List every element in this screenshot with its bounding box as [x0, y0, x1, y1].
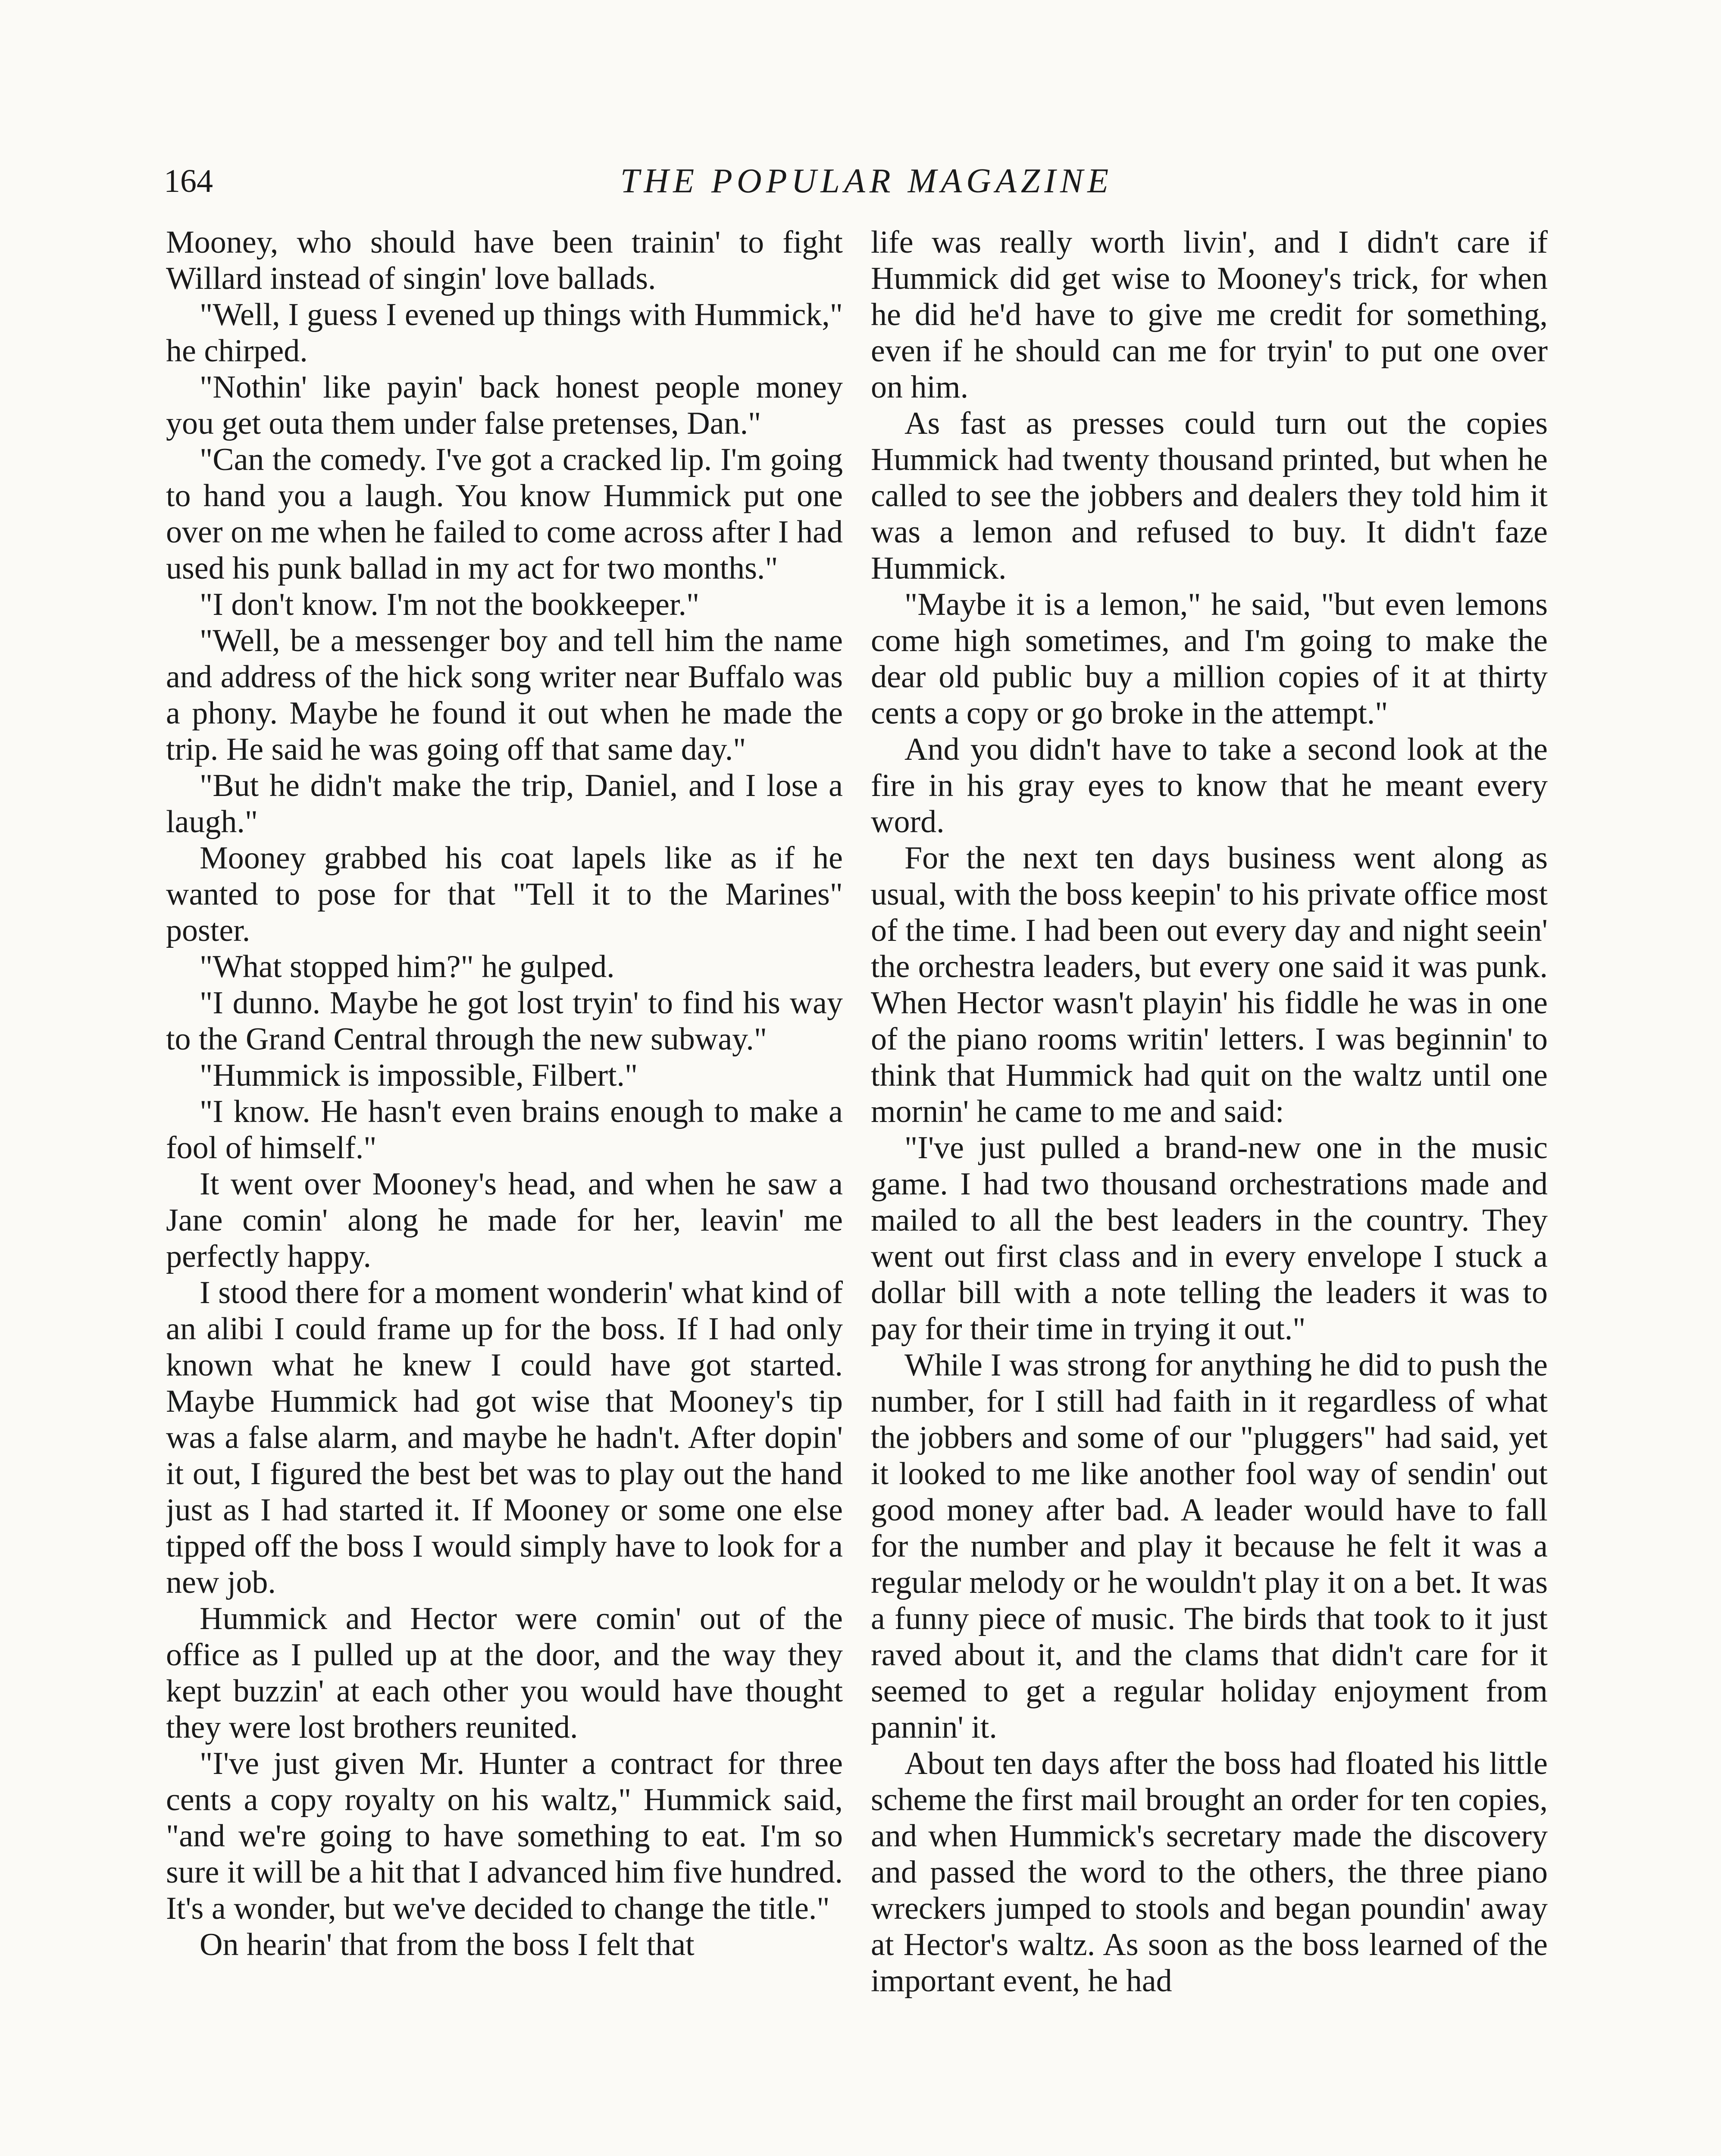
paragraph: "Well, be a messenger boy and tell him the name and address of the hick song writer near Buffalo was a phony. Maybe he found it out when he made the trip. He said he was going off that same day."	[166, 623, 843, 767]
paragraph: life was really worth livin', and I didn't care if Hummick did get wise to Mooney's trick, for when he did he'd have to give me credit for something, even if he should can me for tryin' to put one over on him.	[871, 225, 1548, 405]
paragraph: For the next ten days business went along as usual, with the boss keepin' to his private office most of the time. I had been out every day and night seein' the orchestra leaders, but every one said it was punk. When Hector wasn't playin' his fiddle he was in one of the piano rooms writin' letters. I was beginnin' to think that Hummick had quit on the waltz until one mornin' he came to me and said:	[871, 840, 1548, 1129]
running-title: THE POPULAR MAGAZINE	[620, 162, 1113, 200]
paragraph: "I've just pulled a brand-new one in the music game. I had two thousand orchestrations made and mailed to all the best leaders in the country. They went out first class and in every envelope I stuck a dollar bill with a note telling the leaders it was to pay for their time in trying it out."	[871, 1130, 1548, 1347]
paragraph: Hummick and Hector were comin' out of the office as I pulled up at the door, and the way they kept buzzin' at each other you would have thought they were lost brothers reunited.	[166, 1601, 843, 1745]
paragraph: "I don't know. I'm not the bookkeeper."	[200, 587, 700, 622]
paragraph: On hearin' that from the boss I felt that	[200, 1927, 695, 1962]
paragraph: Mooney grabbed his coat lapels like as if he wanted to pose for that "Tell it to the Marines" poster.	[166, 840, 843, 948]
paragraph: It went over Mooney's head, and when he saw a Jane comin' along he made for her, leavin' me perfectly happy.	[166, 1166, 843, 1274]
paragraph: "I know. He hasn't even brains enough to make a fool of himself."	[166, 1094, 843, 1166]
paragraph: And you didn't have to take a second look at the fire in his gray eyes to know that he meant every word.	[871, 732, 1548, 840]
page-number: 164	[164, 163, 213, 199]
paragraph: While I was strong for anything he did to push the number, for I still had faith in it regardless of what the jobbers and some of our "pluggers" had said, yet it looked to me like another fool way of sendin' out good money after bad. A leader would have to fall for the number and play it because he felt it was a regular melody or he wouldn't play it on a bet. It was a funny piece of music. The birds that took to it just raved about it, and the clams that didn't care for it seemed to get a regular holiday enjoyment from pannin' it.	[871, 1348, 1548, 1745]
paragraph: "Well, I guess I evened up things with Hummick," he chirped.	[166, 297, 843, 369]
paragraph: "Maybe it is a lemon," he said, "but even lemons come high sometimes, and I'm going to make the dear old public buy a million copies of it at thirty cents a copy or go broke in the attempt."	[871, 587, 1548, 731]
page-header	[164, 155, 1569, 207]
paragraph: "I've just given Mr. Hunter a contract for three cents a copy royalty on his waltz," Hummick said, "and we're going to have something to eat. I'm so sure it will be a hit that I advanced him five hundred. It's a wonder, but we've decided to change the title."	[166, 1746, 843, 1926]
paragraph: "Nothin' like payin' back honest people money you get outa them under false pretenses, Dan."	[166, 370, 843, 441]
paragraph: "Hummick is impossible, Filbert."	[200, 1058, 638, 1093]
paragraph: "What stopped him?" he gulped.	[200, 949, 615, 984]
paragraph: I stood there for a moment wonderin' what kind of an alibi I could frame up for the boss. If I had only known what he knew I could have got started. Maybe Hummick had got wise that Mooney's tip was a false alarm, and maybe he hadn't. After dopin' it out, I figured the best bet was to play out the hand just as I had started it. If Mooney or some one else tipped off the boss I would simply have to look for a new job.	[166, 1275, 843, 1600]
paragraph: As fast as presses could turn out the copies Hummick had twenty thousand printed, but when he called to see the jobbers and dealers they told him it was a lemon and refused to buy. It didn't faze Hummick.	[871, 406, 1548, 586]
paragraph: "But he didn't make the trip, Daniel, and I lose a laugh."	[166, 768, 843, 840]
right-column	[871, 224, 1548, 2156]
paragraph: "Can the comedy. I've got a cracked lip. I'm going to hand you a laugh. You know Hummick put one over on me when he failed to come across after I had used his punk ballad in my act for two months."	[166, 442, 843, 586]
paragraph: "I dunno. Maybe he got lost tryin' to find his way to the Grand Central through the new subway."	[166, 985, 843, 1057]
paragraph: Mooney, who should have been trainin' to fight Willard instead of singin' love ballads.	[166, 225, 843, 296]
left-column	[166, 224, 843, 2156]
paragraph: About ten days after the boss had floated his little scheme the first mail brought an order for ten copies, and when Hummick's secretary made the discovery and passed the word to the others, the three piano wreckers jumped to stools and began poundin' away at Hector's waltz. As soon as the boss learned of the important event, he had	[871, 1746, 1548, 1999]
